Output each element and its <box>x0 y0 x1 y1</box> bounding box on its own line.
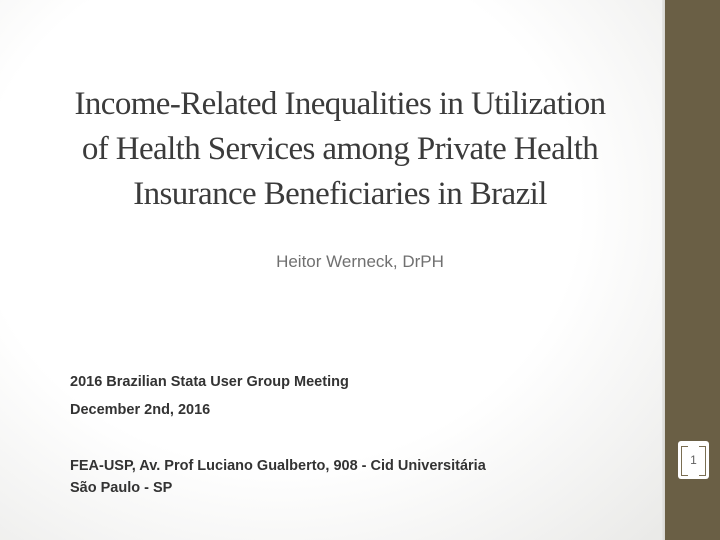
author-name: Heitor Werneck, DrPH <box>276 252 444 271</box>
title-line-1: Income-Related Inequalities in Utilization <box>74 86 606 122</box>
title-line-2: of Health Services among Private Health <box>81 131 599 167</box>
event-date: December 2nd, 2016 <box>70 402 211 418</box>
address-line-2: São Paulo - SP <box>70 480 173 496</box>
event-details <box>70 372 660 500</box>
slide-title <box>30 82 650 217</box>
page-number: 1 <box>690 453 697 467</box>
address-line-1: FEA-USP, Av. Prof Luciano Gualberto, 908 - Cid Universitária <box>70 458 486 474</box>
title-line-3: Insurance Beneficiaries in Brazil <box>133 176 547 212</box>
event-name: 2016 Brazilian Stata User Group Meeting <box>70 374 349 390</box>
spacer <box>70 428 660 456</box>
page-number-badge <box>678 441 709 479</box>
